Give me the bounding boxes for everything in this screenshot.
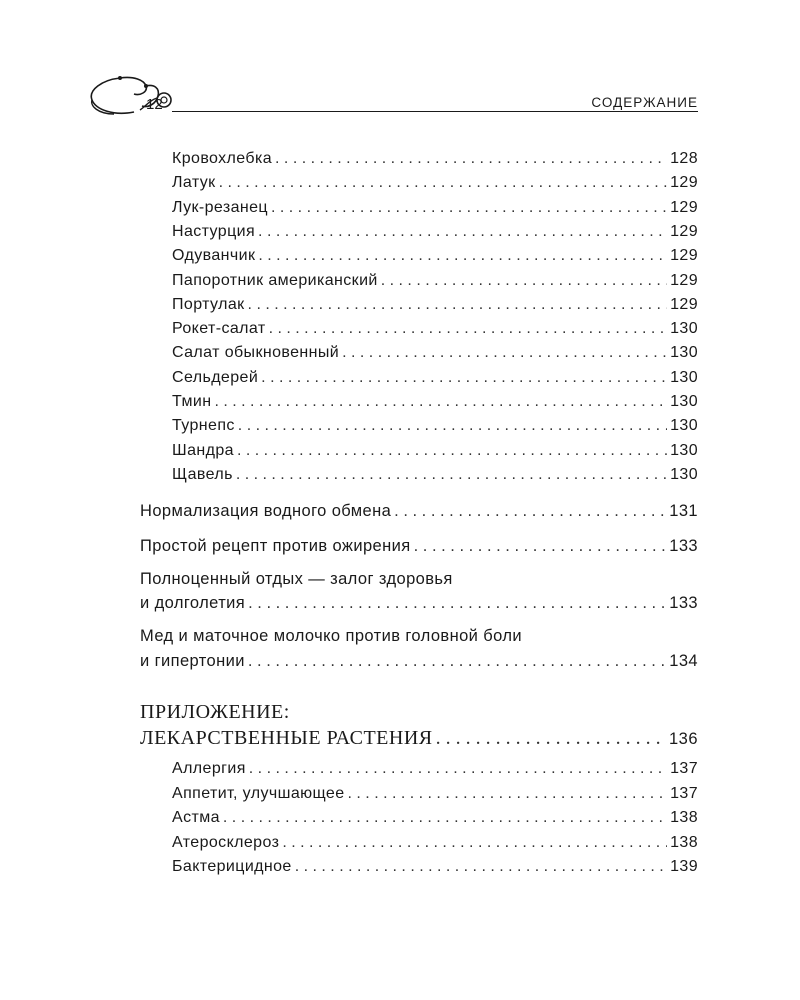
toc-entry-page: 134 <box>669 652 698 670</box>
toc-entry <box>172 344 698 362</box>
dot-leader <box>295 858 667 876</box>
toc-entry-title: Рокет-салат <box>172 320 266 338</box>
dot-leader <box>248 594 666 613</box>
dot-leader <box>236 466 667 484</box>
toc-entry-title: Астма <box>172 809 220 827</box>
toc-entry-title: Кровохлебка <box>172 150 273 167</box>
toc-entry-page: 129 <box>670 247 698 265</box>
toc-entry <box>172 858 698 876</box>
dot-leader <box>261 369 667 387</box>
toc-entry-page: 137 <box>670 760 698 777</box>
dot-leader <box>248 296 668 314</box>
toc-entry <box>140 652 698 671</box>
toc-entry <box>140 727 698 750</box>
toc-entry-title: ЛЕКАРСТВЕННЫЕ РАСТЕНИЯ <box>140 727 433 749</box>
toc-entry-title: и гипертонии <box>140 652 245 670</box>
toc-entry-title: Тмин <box>172 393 212 410</box>
dot-leader <box>394 502 666 521</box>
toc-entry <box>172 393 698 411</box>
toc-entry-page: 131 <box>669 502 698 520</box>
dot-leader <box>258 247 667 265</box>
toc-entry <box>140 594 698 613</box>
section-title: СОДЕРЖАНИЕ <box>591 95 698 110</box>
toc-entry <box>172 785 698 803</box>
toc-entry-title: Папоротник американский <box>172 271 378 289</box>
toc-entry-page: 133 <box>669 537 698 555</box>
toc-entry-title: Настурция <box>172 222 256 240</box>
toc-entry <box>172 296 698 314</box>
dot-leader <box>275 150 667 168</box>
dot-leader <box>237 442 667 460</box>
toc-entry-title: Аллергия <box>172 760 246 777</box>
header-rule <box>172 111 698 112</box>
toc-entry-page: 138 <box>670 833 698 851</box>
toc-entry <box>172 760 698 778</box>
dot-leader <box>214 393 667 411</box>
toc-entry <box>172 320 698 338</box>
toc-entry-title: Одуванчик <box>172 247 256 265</box>
toc-entry-page: 130 <box>670 320 698 338</box>
toc-entry-page: 129 <box>670 174 698 192</box>
toc-entry-title: Простой рецепт против ожирения <box>140 537 411 555</box>
dot-leader <box>238 417 667 435</box>
toc-entry-page: 130 <box>670 417 698 435</box>
toc-entry-page: 129 <box>670 222 698 240</box>
toc-entry <box>172 199 698 217</box>
dot-leader <box>223 809 667 827</box>
page-number: 12 <box>146 96 163 113</box>
dot-leader <box>282 834 667 852</box>
toc-entry <box>172 809 698 827</box>
toc-entry-page: 137 <box>670 784 698 802</box>
toc-entry-page: 138 <box>670 809 698 827</box>
toc-entry-page: 133 <box>669 594 698 612</box>
toc-entry <box>172 417 698 435</box>
toc-entry-title: Бактерицидное <box>172 858 292 876</box>
dot-leader <box>436 727 666 750</box>
dot-leader <box>249 760 667 778</box>
toc-entry-line: Полноценный отдых — залог здоровья <box>140 570 453 588</box>
toc-entry-title: Щавель <box>172 465 233 483</box>
toc-entry-title: Нормализация водного обмена <box>140 502 392 520</box>
toc-entry-page: 130 <box>670 344 698 362</box>
toc-entry <box>140 502 698 521</box>
toc-entry-page: 130 <box>670 368 698 386</box>
dot-leader <box>348 785 668 803</box>
toc-entry-title: Лук-резанец <box>172 198 268 216</box>
page-header <box>0 0 800 120</box>
toc-entry-title: Латук <box>172 174 216 192</box>
toc-entry-page: 130 <box>670 465 698 483</box>
toc-entry-page: 130 <box>670 441 698 459</box>
dot-leader <box>271 199 667 217</box>
dot-leader <box>269 320 668 338</box>
toc-entry-title: Салат обыкновенный <box>172 344 340 362</box>
toc-entry-title: Шандра <box>172 441 234 459</box>
toc-entry <box>172 272 698 290</box>
toc-entry <box>172 834 698 852</box>
stethoscope-icon <box>84 70 194 120</box>
toc-entry-page: 136 <box>668 730 698 748</box>
toc-entry-page: 130 <box>670 393 698 410</box>
toc-entry-page: 139 <box>670 858 698 876</box>
toc-entry-title: Аппетит, улучшающее <box>172 784 345 802</box>
toc-entry <box>172 466 698 484</box>
toc-entry <box>140 537 698 556</box>
dot-leader <box>248 652 666 671</box>
toc-entry-title: и долголетия <box>140 594 246 612</box>
dot-leader <box>258 223 667 241</box>
toc-entry-page: 129 <box>670 295 698 313</box>
toc-entry-title: Портулак <box>172 295 245 313</box>
dot-leader <box>381 272 667 290</box>
toc-entry-title: Атеросклероз <box>172 833 280 851</box>
toc-entry <box>172 174 698 192</box>
dot-leader <box>219 174 668 192</box>
dot-leader <box>414 537 667 556</box>
toc-entry-title: Сельдерей <box>172 368 259 386</box>
appendix-heading-line: ПРИЛОЖЕНИЕ: <box>140 701 290 723</box>
toc-entry <box>172 247 698 265</box>
toc-entry-line: Мед и маточное молочко против головной боли <box>140 627 522 645</box>
dot-leader <box>342 344 667 362</box>
toc-entry-page: 129 <box>670 198 698 216</box>
toc-entry <box>172 442 698 460</box>
toc-entry-page: 128 <box>670 150 698 167</box>
toc-entry-title: Турнепс <box>172 417 235 435</box>
toc-entry-page: 129 <box>670 271 698 289</box>
toc-entry <box>172 369 698 387</box>
toc-entry <box>172 150 698 168</box>
toc-entry <box>172 223 698 241</box>
